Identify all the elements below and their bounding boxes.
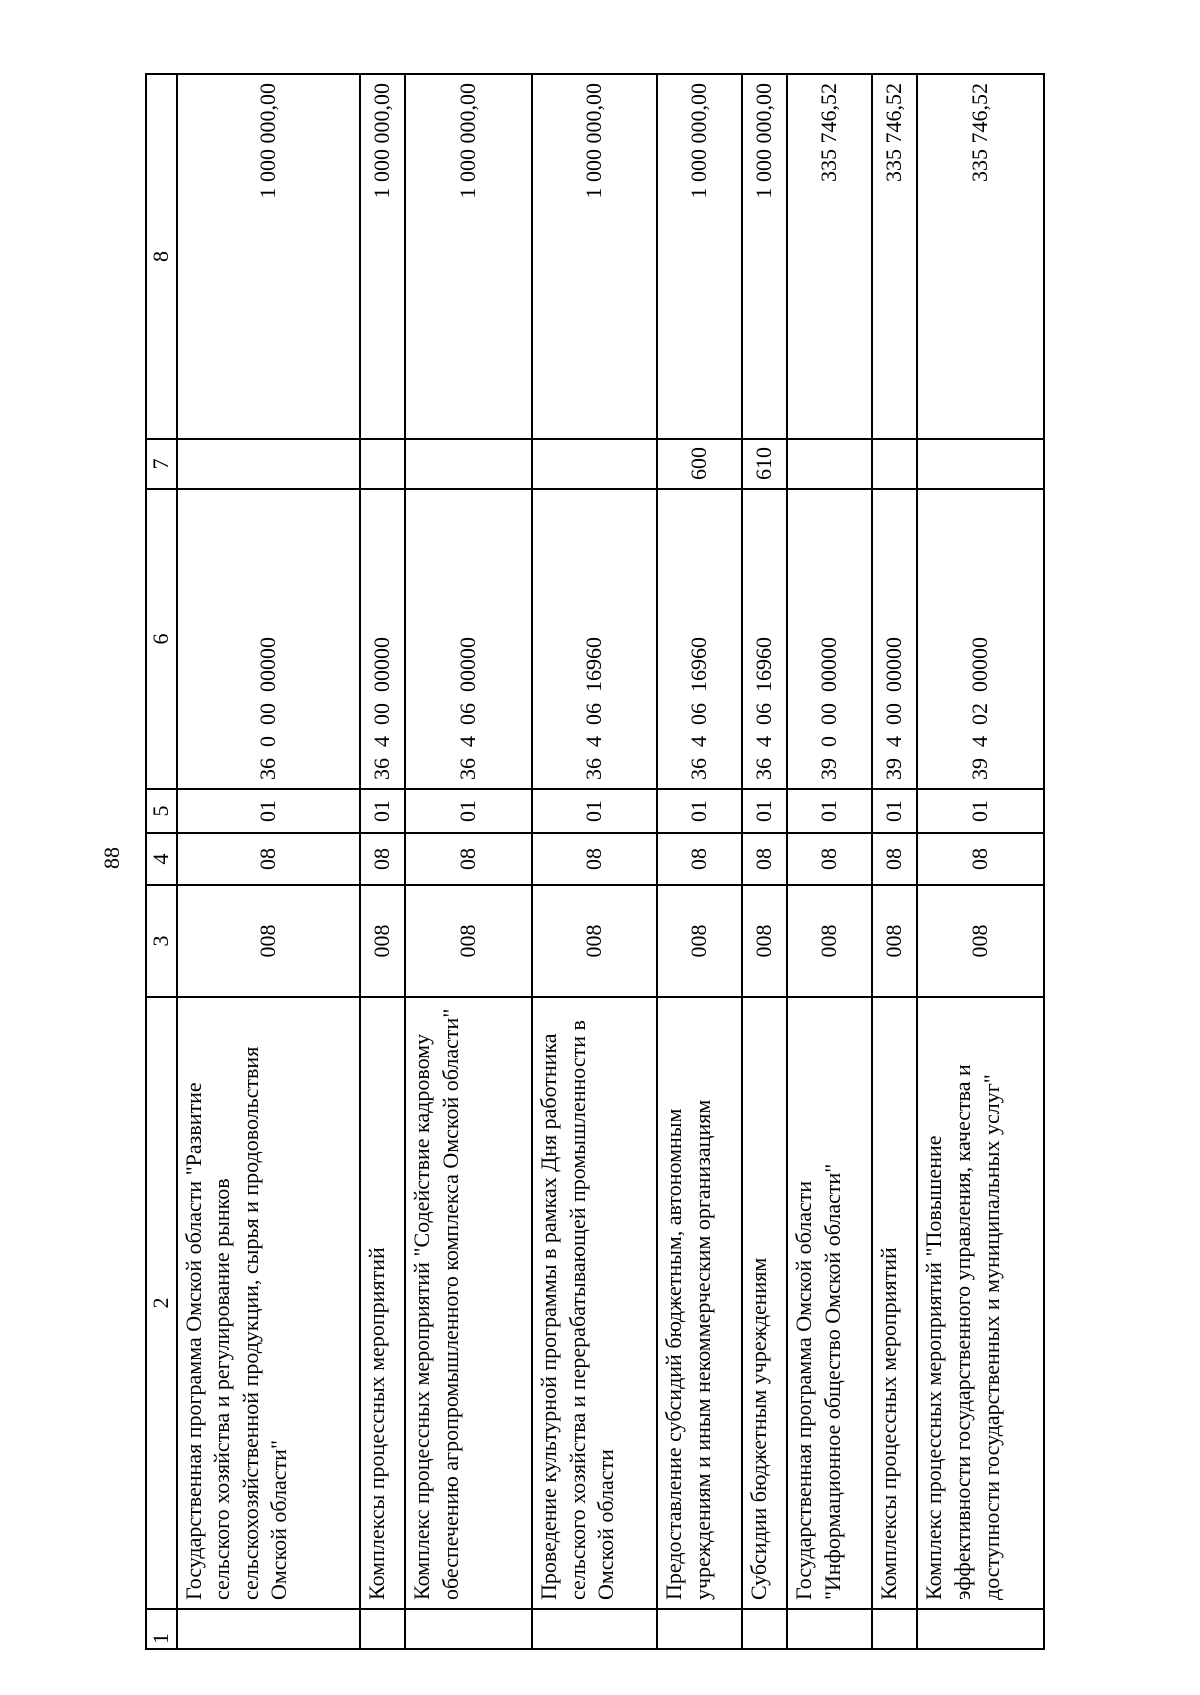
header-cell: 8 [146, 74, 177, 439]
expense-type-cell [532, 439, 657, 489]
target-article-cell: 36 0 00 00000 [177, 489, 360, 789]
description-cell: Предоставление субсидий бюджетным, автономным учреждениям и иным некоммерческим организациям [657, 997, 741, 1609]
expense-type-cell: 610 [742, 439, 788, 489]
section-cell: 08 [532, 833, 657, 885]
admin-code-cell: 008 [917, 885, 1044, 997]
target-article-cell: 39 4 02 00000 [917, 489, 1044, 789]
subsection-cell: 01 [917, 789, 1044, 833]
table-row [532, 74, 657, 1649]
target-article-cell: 39 4 00 00000 [872, 489, 918, 789]
subsection-cell: 01 [177, 789, 360, 833]
subsection-cell: 01 [405, 789, 531, 833]
section-cell: 08 [405, 833, 531, 885]
subsection-cell: 01 [360, 789, 406, 833]
row-number-cell [405, 1609, 531, 1649]
expense-type-cell [872, 439, 918, 489]
target-article-cell: 36 4 06 16960 [657, 489, 741, 789]
description-cell: Проведение культурной программы в рамках Дня работника сельского хозяйства и перерабатывающей промышленности в Омской области [532, 997, 657, 1609]
table-row [657, 74, 741, 1649]
description-cell: Комплексы процессных мероприятий [872, 997, 918, 1609]
table-row [787, 74, 871, 1649]
amount-cell: 1 000 000,00 [657, 74, 741, 439]
row-number-cell [657, 1609, 741, 1649]
description-cell: Субсидии бюджетным учреждениям [742, 997, 788, 1609]
table-row [872, 74, 918, 1649]
amount-cell: 335 746,52 [917, 74, 1044, 439]
amount-cell: 1 000 000,00 [532, 74, 657, 439]
header-cell: 7 [146, 439, 177, 489]
description-cell: Государственная программа Омской области "Развитие сельского хозяйства и регулирование рынков сельскохозяйственной продукции, сырья и продовольствия Омской области" [177, 997, 360, 1609]
header-cell: 1 [146, 1609, 177, 1649]
admin-code-cell: 008 [360, 885, 406, 997]
row-number-cell [360, 1609, 406, 1649]
section-cell: 08 [742, 833, 788, 885]
target-article-cell: 36 4 06 16960 [742, 489, 788, 789]
row-number-cell [742, 1609, 788, 1649]
expense-type-cell: 600 [657, 439, 741, 489]
description-cell: Комплекс процессных мероприятий "Содействие кадровому обеспечению агропромышленного комплекса Омской области" [405, 997, 531, 1609]
table-header-row [146, 74, 177, 1649]
admin-code-cell: 008 [742, 885, 788, 997]
amount-cell: 335 746,52 [872, 74, 918, 439]
table-row [917, 74, 1044, 1649]
table-row [177, 74, 360, 1649]
table-row [742, 74, 788, 1649]
admin-code-cell: 008 [872, 885, 918, 997]
amount-cell: 1 000 000,00 [742, 74, 788, 439]
admin-code-cell: 008 [532, 885, 657, 997]
admin-code-cell: 008 [177, 885, 360, 997]
rotated-table-container [145, 75, 1045, 1650]
target-article-cell: 36 4 06 16960 [532, 489, 657, 789]
row-number-cell [177, 1609, 360, 1649]
page-number: 88 [99, 847, 124, 869]
header-cell: 5 [146, 789, 177, 833]
expense-type-cell [360, 439, 406, 489]
subsection-cell: 01 [742, 789, 788, 833]
subsection-cell: 01 [872, 789, 918, 833]
amount-cell: 1 000 000,00 [360, 74, 406, 439]
admin-code-cell: 008 [787, 885, 871, 997]
target-article-cell: 36 4 00 00000 [360, 489, 406, 789]
section-cell: 08 [657, 833, 741, 885]
header-cell: 4 [146, 833, 177, 885]
section-cell: 08 [177, 833, 360, 885]
row-number-cell [787, 1609, 871, 1649]
description-cell: Государственная программа Омской области "Информационное общество Омской области" [787, 997, 871, 1609]
expense-type-cell [177, 439, 360, 489]
header-cell: 2 [146, 997, 177, 1609]
table-row [360, 74, 406, 1649]
header-cell: 3 [146, 885, 177, 997]
admin-code-cell: 008 [405, 885, 531, 997]
target-article-cell: 36 4 06 00000 [405, 489, 531, 789]
description-cell: Комплекс процессных мероприятий "Повышение эффективности государственного управления, качества и доступности государственных и муниципальных услуг" [917, 997, 1044, 1609]
amount-cell: 1 000 000,00 [177, 74, 360, 439]
budget-table [145, 73, 1045, 1650]
amount-cell: 335 746,52 [787, 74, 871, 439]
description-cell: Комплексы процессных мероприятий [360, 997, 406, 1609]
section-cell: 08 [787, 833, 871, 885]
subsection-cell: 01 [787, 789, 871, 833]
row-number-cell [872, 1609, 918, 1649]
subsection-cell: 01 [657, 789, 741, 833]
expense-type-cell [787, 439, 871, 489]
table-row [405, 74, 531, 1649]
amount-cell: 1 000 000,00 [405, 74, 531, 439]
target-article-cell: 39 0 00 00000 [787, 489, 871, 789]
section-cell: 08 [360, 833, 406, 885]
expense-type-cell [405, 439, 531, 489]
admin-code-cell: 008 [657, 885, 741, 997]
section-cell: 08 [917, 833, 1044, 885]
subsection-cell: 01 [532, 789, 657, 833]
row-number-cell [532, 1609, 657, 1649]
row-number-cell [917, 1609, 1044, 1649]
header-cell: 6 [146, 489, 177, 789]
expense-type-cell [917, 439, 1044, 489]
section-cell: 08 [872, 833, 918, 885]
